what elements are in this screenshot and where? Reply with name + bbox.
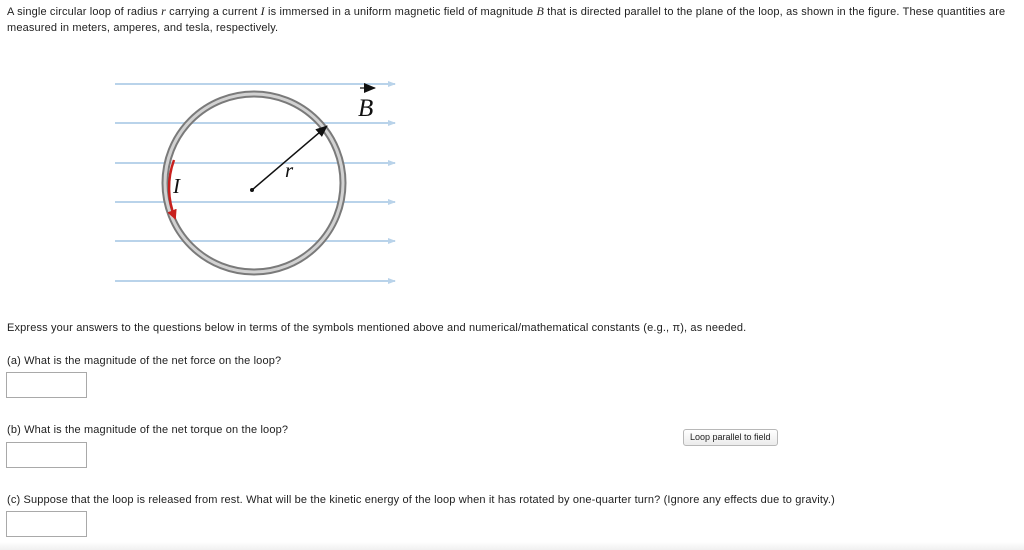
page-bottom-edge	[0, 542, 1024, 550]
field-label: B	[358, 95, 374, 122]
question-c-label: (c) Suppose that the loop is released from rest. What will be the kinetic energy of the loop when it has rotated by one-quarter turn? (Ignore any effects due to gravity.)	[7, 494, 835, 506]
answer-b-input[interactable]	[6, 442, 87, 468]
intro-text-3: is immersed in a uniform magnetic field of magnitude	[264, 6, 537, 18]
radius-label: r	[285, 158, 294, 182]
answer-c-input[interactable]	[6, 511, 87, 537]
loop-orientation-button[interactable]: Loop parallel to field	[683, 429, 778, 446]
loop-figure	[112, 78, 402, 288]
field-vector-label	[358, 88, 375, 122]
intro-text-1: A single circular loop of radius	[7, 6, 162, 18]
loop-center-dot	[250, 188, 254, 192]
current-label: I	[173, 174, 180, 198]
answer-a-input[interactable]	[6, 372, 87, 398]
intro-text-2: carrying a current	[165, 6, 261, 18]
radius-symbol: r	[161, 4, 166, 18]
magnetic-field-lines	[115, 84, 395, 281]
instructions: Express your answers to the questions below in terms of the symbols mentioned above and numerical/mathematical constants (e.g., π), as needed.	[7, 322, 747, 334]
problem-statement	[7, 3, 1012, 36]
field-symbol: B	[536, 4, 544, 18]
current-loop	[165, 94, 343, 272]
intro-text-4: that is directed parallel to the plane of the loop, as shown in the figure. These quantities are measured in meters, amperes, and tesla, respectively.	[7, 6, 1006, 34]
question-a-label: (a) What is the magnitude of the net force on the loop?	[7, 355, 282, 367]
question-b-label: (b) What is the magnitude of the net torque on the loop?	[7, 424, 289, 436]
current-symbol: I	[260, 4, 265, 18]
